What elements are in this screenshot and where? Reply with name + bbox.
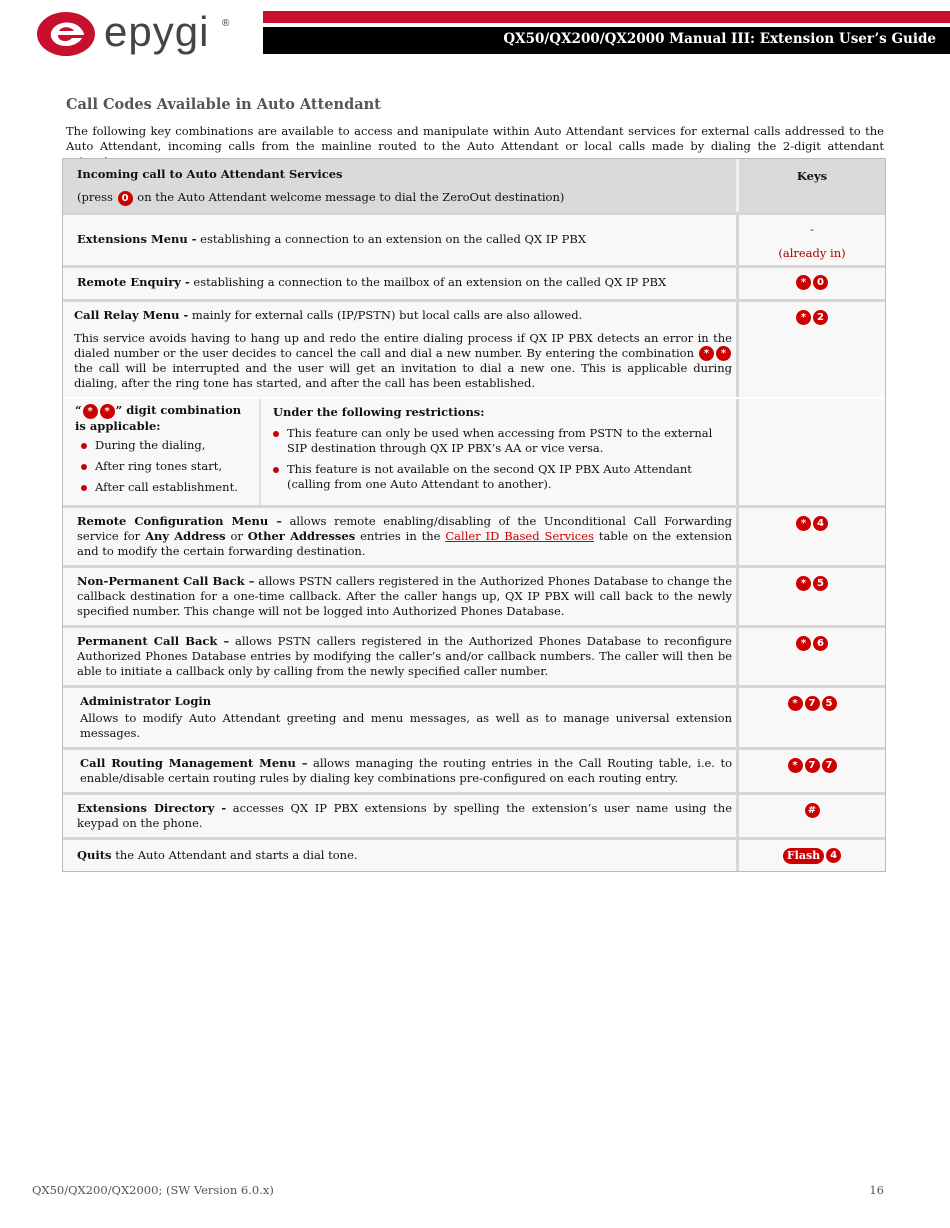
description-cell	[63, 628, 739, 685]
key-star-icon: *	[796, 516, 811, 531]
key-star-icon: *	[788, 758, 803, 773]
call-codes-table	[62, 158, 886, 872]
para-pre: This service avoids having to hang up and redo the entire dialing process if QX IP PBX detects an error in the dialed number or the user decides to cancel the call and dial a new number. By entering the combination	[74, 330, 732, 360]
table-row	[63, 568, 885, 628]
key-7-icon: 7	[805, 758, 820, 773]
keys-cell	[739, 215, 885, 265]
para-post: the call will be interrupted and the user will get an invitation to dial a new one. This is applicable during dialing, after the ring tone has started, and after the call has been established.	[74, 361, 732, 390]
page-number: 16	[869, 1183, 884, 1197]
table-row	[63, 688, 885, 750]
key-star-icon: *	[788, 696, 803, 711]
list-item: After ring tones start,	[75, 459, 255, 474]
key-hash-icon: #	[805, 803, 820, 818]
table-header-row	[63, 159, 885, 215]
table-row	[63, 302, 885, 398]
row-title: Quits	[77, 847, 112, 862]
press-pre: (press	[77, 190, 113, 204]
keys-cell	[739, 840, 885, 871]
key-star-icon: *	[83, 404, 98, 419]
description-cell	[63, 795, 739, 837]
press-post: on the Auto Attendant welcome message to dial the ZeroOut destination)	[137, 190, 565, 204]
header-description-cell	[63, 159, 739, 212]
call-relay-paragraph	[74, 331, 732, 392]
key-0-icon: 0	[813, 275, 828, 290]
keys-cell	[739, 750, 885, 792]
key-4-icon: 4	[813, 516, 828, 531]
row-text: establishing a connection to an extension on the called QX IP PBX	[196, 231, 587, 246]
row-title: Administrator Login	[80, 693, 212, 708]
keys-cell	[739, 688, 885, 747]
keys-cell	[739, 795, 885, 837]
description-cell	[63, 302, 739, 398]
row-text: allows PSTN callers registered in the Authorized Phones Database to reconfigure Authorized Phones Database entries by modifying the caller’s and/or callback numbers. The caller will then be able to initiate a callback only by calling from the newly specified caller number.	[77, 633, 732, 678]
epygi-logo-mark	[36, 10, 106, 58]
keys-cell	[739, 268, 885, 299]
row-text: or	[225, 528, 248, 543]
description-cell	[63, 568, 739, 625]
document-title: QX50/QX200/QX2000 Manual III: Extension User’s Guide	[503, 31, 936, 47]
row-text: allows remote enabling/disabling of the Unconditional Call Forwarding service for	[77, 513, 732, 543]
row-title: Permanent Call Back –	[77, 633, 230, 648]
row-title: Remote Configuration Menu –	[77, 513, 282, 528]
restrictions-cell	[261, 399, 739, 505]
row-text: allows managing the routing entries in the Call Routing table, i.e. to enable/disable certain routing rules by dialing key combinations pre-configured on each routing entry.	[80, 755, 733, 785]
description-cell	[63, 840, 739, 871]
row-title: Call Routing Management Menu –	[80, 755, 308, 770]
description-cell	[63, 688, 739, 747]
caller-id-services-link[interactable]: Caller ID Based Services	[445, 528, 594, 543]
already-in-text: (already in)	[778, 245, 846, 260]
table-row	[63, 795, 885, 840]
table-row	[63, 840, 885, 871]
key-star-icon: *	[796, 576, 811, 591]
table-row	[63, 508, 885, 568]
applicable-list	[75, 438, 255, 495]
table-row	[63, 268, 885, 302]
row-text: Allows to modify Auto Attendant greeting and menu messages, as well as to manage universal extension messages.	[80, 710, 732, 740]
keys-cell	[739, 302, 885, 398]
list-item: During the dialing,	[75, 438, 255, 453]
row-text: mainly for external calls (IP/PSTN) but local calls are also allowed.	[188, 307, 583, 322]
description-cell	[63, 215, 739, 265]
header-title: Incoming call to Auto Attendant Services	[77, 167, 343, 181]
key-star-icon: *	[796, 636, 811, 651]
intro-paragraph: The following key combinations are available to access and manipulate within Auto Attendant services for external calls addressed to the Auto Attendant, incoming calls from the mainline routed to the Auto Attendant or local calls made by dialing the 2-digit attendant	[66, 124, 884, 153]
key-star-icon: *	[796, 275, 811, 290]
quote-close: ” digit combination is applicable:	[75, 403, 242, 433]
row-text: allows PSTN callers registered in the Authorized Phones Database to change the callback destination for a one-time callback. After the caller hangs up, QX IP PBX will call back to the newly specified number. This change will not be logged into Authorized Phones Database.	[77, 573, 732, 618]
row-text: table on the extension and to modify the certain forwarding destination.	[77, 528, 732, 558]
description-cell	[63, 268, 739, 299]
key-star-icon: *	[699, 346, 714, 361]
key-4-icon: 4	[826, 848, 841, 863]
row-title: Remote Enquiry -	[77, 274, 190, 289]
footer-version: QX50/QX200/QX2000; (SW Version 6.0.x)	[32, 1183, 274, 1197]
key-6-icon: 6	[813, 636, 828, 651]
epygi-logo	[36, 10, 236, 58]
header-press-note	[77, 190, 732, 206]
any-address: Any Address	[145, 528, 226, 543]
applicable-cell	[63, 399, 261, 505]
row-title: Extensions Menu -	[77, 231, 197, 246]
row-text: entries in the	[355, 528, 446, 543]
key-7-icon: 7	[822, 758, 837, 773]
key-2-icon: 2	[813, 310, 828, 325]
table-row	[63, 750, 885, 795]
key-5-icon: 5	[813, 576, 828, 591]
key-star-icon: *	[796, 310, 811, 325]
table-row	[63, 215, 885, 268]
restrictions-title: Under the following restrictions:	[273, 405, 485, 419]
restrictions-list	[273, 426, 730, 492]
list-item: This feature can only be used when accessing from PSTN to the external SIP destination through QX IP PBX’s AA or vice versa.	[273, 426, 730, 456]
description-cell	[63, 750, 739, 792]
table-row	[63, 628, 885, 688]
keys-cell	[739, 568, 885, 625]
header-red-bar	[263, 11, 950, 23]
row-title: Non-Permanent Call Back –	[77, 573, 255, 588]
keys-cell	[739, 508, 885, 565]
dash-text: -	[810, 221, 814, 236]
row-text: establishing a connection to the mailbox of an extension on the called QX IP PBX	[189, 274, 667, 289]
key-7-icon: 7	[805, 696, 820, 711]
empty-keys-cell	[739, 399, 885, 505]
section-title: Call Codes Available in Auto Attendant	[66, 96, 381, 113]
row-text: accesses QX IP PBX extensions by spelling the extension’s user name using the keypad on the phone.	[77, 800, 733, 830]
header-keys-cell	[739, 159, 885, 212]
key-5-icon: 5	[822, 696, 837, 711]
list-item: After call establishment.	[75, 480, 255, 495]
keys-cell	[739, 628, 885, 685]
applicable-title	[75, 403, 255, 434]
list-item: This feature is not available on the second QX IP PBX Auto Attendant (calling from one Auto Attendant to another).	[273, 462, 730, 492]
row-title: Extensions Directory -	[77, 800, 227, 815]
keys-column-label: Keys	[796, 169, 828, 183]
description-cell	[63, 508, 739, 565]
key-star-icon: *	[100, 404, 115, 419]
key-star-icon: *	[716, 346, 731, 361]
brand-wordmark: epygi	[104, 8, 210, 55]
key-0-icon: 0	[118, 191, 133, 206]
key-flash-icon: Flash	[783, 848, 824, 864]
call-relay-details	[63, 397, 885, 508]
row-text: the Auto Attendant and starts a dial tone.	[111, 847, 358, 862]
registered-mark: ®	[222, 18, 230, 29]
other-addresses: Other Addresses	[247, 528, 356, 543]
row-title: Call Relay Menu -	[74, 307, 189, 322]
quote-open: “	[75, 403, 82, 417]
